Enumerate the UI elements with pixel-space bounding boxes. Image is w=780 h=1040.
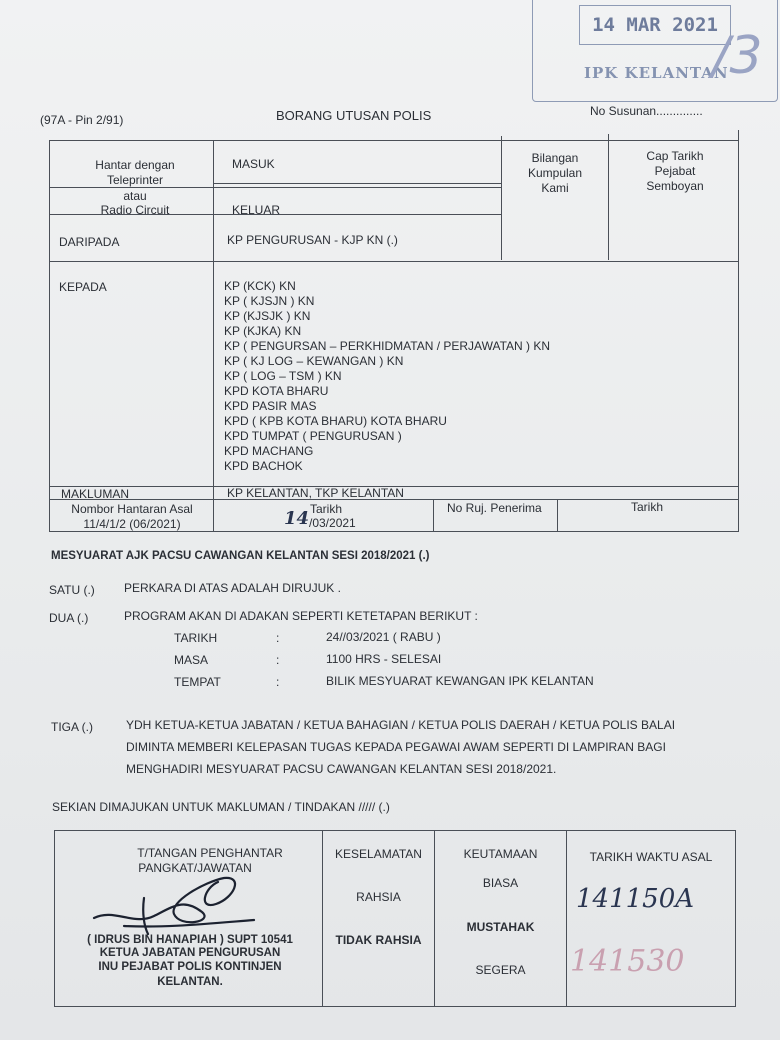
- security-option-not-secret: TIDAK RAHSIA: [335, 933, 422, 947]
- group-count-label-2: Kumpulan: [527, 166, 583, 180]
- signer-name: ( IDRUS BIN HANAPIAH ) SUPT 10541: [87, 934, 293, 946]
- signal-office-stamp-label-2: Pejabat: [654, 164, 696, 178]
- signature-image: [84, 868, 264, 938]
- signer-office: INU PEJABAT POLIS KONTINJEN: [98, 961, 282, 973]
- date-handwritten-day: 14: [284, 508, 310, 529]
- origin-datetime-handwritten-2: 141530: [570, 944, 685, 979]
- send-by-label: Hantar dengan: [95, 158, 175, 172]
- recipient-item: KP (KCK) KN: [224, 279, 296, 293]
- detail-place-colon: :: [276, 675, 280, 689]
- info-label: MAKLUMAN: [61, 487, 130, 501]
- signer-position: KETUA JABATAN PENGURUSAN: [99, 947, 281, 959]
- closing-line: SEKIAN DIMAJUKAN UNTUK MAKLUMAN / TINDAKAN ///// (.): [52, 800, 390, 814]
- signal-office-stamp-label: Cap Tarikh: [646, 149, 704, 163]
- paragraph-1-number: SATU (.): [49, 583, 95, 597]
- reference-value: 11/4/1/2 (06/2021): [83, 517, 181, 531]
- reference-label: Nombor Hantaran Asal: [71, 502, 193, 516]
- recipient-ref-label: No Ruj. Penerima: [447, 501, 542, 515]
- paragraph-3-line: MENGHADIRI MESYUARAT PACSU CAWANGAN KELANTAN SESI 2018/2021.: [126, 762, 557, 776]
- detail-place-label: TEMPAT: [174, 675, 221, 689]
- to-label: KEPADA: [59, 280, 107, 294]
- recipient-item: KP ( PENGURSAN – PERKHIDMATAN / PERJAWATAN ) KN: [224, 339, 551, 353]
- paragraph-3-line: YDH KETUA-KETUA JABATAN / KETUA BAHAGIAN / KETUA POLIS DAERAH / KETUA POLIS BALAI: [126, 718, 676, 732]
- group-count-label: Bilangan: [531, 151, 579, 165]
- serial-number-label: No Susunan..............: [590, 104, 703, 118]
- detail-date-label: TARIKH: [174, 631, 218, 645]
- date-value: /03/2021: [309, 516, 356, 530]
- recipient-list: [224, 279, 550, 473]
- file-mark: /3: [712, 26, 763, 86]
- send-by-teleprinter: Teleprinter: [106, 173, 164, 187]
- recipient-item: KPD TUMPAT ( PENGURUSAN ): [224, 429, 402, 443]
- recipient-item: KP ( KJ LOG – KEWANGAN ) KN: [224, 354, 404, 368]
- date-label: Tarikh: [310, 502, 343, 516]
- detail-time-label: MASA: [174, 653, 209, 667]
- origin-datetime-handwritten: 141150A: [576, 884, 695, 914]
- outgoing-label: KELUAR: [232, 203, 281, 217]
- paragraph-3-line: DIMINTA MEMBERI KELEPASAN TUGAS KEPADA PEGAWAI AWAM SEPERTI DI LAMPIRAN BAGI: [126, 740, 666, 754]
- priority-label: KEUTAMAAN: [463, 847, 538, 861]
- signer-state: KELANTAN.: [157, 976, 223, 988]
- group-count-label-3: Kami: [541, 181, 569, 195]
- date2-label: Tarikh: [631, 500, 664, 514]
- from-label: DARIPADA: [59, 235, 120, 249]
- paragraph-2-text: PROGRAM AKAN DI ADAKAN SEPERTI KETETAPAN BERIKUT :: [124, 609, 478, 623]
- detail-date-value: 24//03/2021 ( RABU ): [326, 630, 441, 644]
- priority-option-important: MUSTAHAK: [466, 920, 535, 934]
- incoming-label: MASUK: [232, 157, 275, 171]
- from-value: KP PENGURUSAN - KJP KN (.): [227, 233, 398, 247]
- form-code: (97A - Pin 2/91): [40, 113, 124, 127]
- sender-rank-label: PANGKAT/JAWATAN: [138, 861, 252, 875]
- recipient-item: KPD ( KPB KOTA BHARU) KOTA BHARU: [224, 414, 447, 428]
- origin-datetime-label: TARIKH WAKTU ASAL: [589, 850, 713, 864]
- recipient-item: KPD BACHOK: [224, 459, 303, 473]
- recipient-item: KP ( LOG – TSM ) KN: [224, 369, 342, 383]
- subject-heading: MESYUARAT AJK PACSU CAWANGAN KELANTAN SESI 2018/2021 (.): [51, 550, 430, 562]
- office-stamp: IPK KELANTAN: [584, 64, 729, 82]
- security-label: KESELAMATAN: [335, 847, 422, 861]
- detail-place-value: BILIK MESYUARAT KEWANGAN IPK KELANTAN: [326, 674, 594, 688]
- recipient-item: KP (KJSJK ) KN: [224, 309, 311, 323]
- recipient-item: KP (KJKA) KN: [224, 324, 302, 338]
- detail-date-colon: :: [276, 631, 280, 645]
- priority-option-normal: BIASA: [482, 876, 519, 890]
- sender-signature-label: T/TANGAN PENGHANTAR: [137, 846, 283, 860]
- recipient-item: KP ( KJSJN ) KN: [224, 294, 315, 308]
- send-by-radio: Radio Circuit: [100, 203, 170, 217]
- priority-option-urgent: SEGERA: [475, 963, 526, 977]
- received-date-stamp: 14 MAR 2021: [579, 5, 731, 45]
- security-option-secret: RAHSIA: [356, 890, 401, 904]
- recipient-item: KPD PASIR MAS: [224, 399, 317, 413]
- detail-time-colon: :: [276, 653, 280, 667]
- paragraph-3-number: TIGA (.): [51, 720, 93, 734]
- info-value: KP KELANTAN, TKP KELANTAN: [227, 486, 404, 500]
- send-by-or: atau: [123, 189, 147, 203]
- form-title: BORANG UTUSAN POLIS: [276, 108, 432, 123]
- detail-time-value: 1100 HRS - SELESAI: [326, 652, 442, 666]
- recipient-item: KPD MACHANG: [224, 444, 314, 458]
- recipient-item: KPD KOTA BHARU: [224, 384, 329, 398]
- paragraph-1-text: PERKARA DI ATAS ADALAH DIRUJUK .: [124, 581, 341, 595]
- paragraph-2-number: DUA (.): [49, 611, 89, 625]
- signal-office-stamp-label-3: Semboyan: [646, 179, 704, 193]
